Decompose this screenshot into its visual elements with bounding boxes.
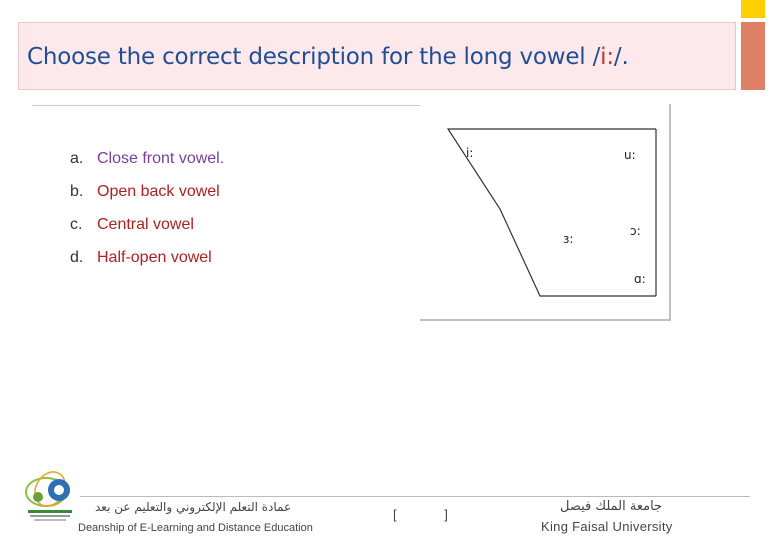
university-arabic: جامعة الملك فيصل bbox=[560, 499, 663, 514]
footer-divider bbox=[80, 496, 750, 497]
vowel-label-o: ɔ: bbox=[630, 224, 641, 238]
title-ipa-symbol: i: bbox=[600, 44, 614, 70]
accent-bar bbox=[741, 22, 765, 90]
deanship-english: Deanship of E-Learning and Distance Education bbox=[78, 522, 313, 534]
vowel-label-i: i: bbox=[466, 146, 474, 160]
vowel-label-u: u: bbox=[624, 148, 636, 162]
deanship-arabic: عمادة التعلم الإلكتروني والتعليم عن بعد bbox=[95, 500, 292, 514]
divider bbox=[32, 105, 420, 106]
slide-title: Choose the correct description for the long vowel /i:/. bbox=[27, 44, 629, 70]
answer-options bbox=[70, 150, 224, 282]
option-c[interactable]: c. Central vowel bbox=[70, 216, 194, 233]
vowel-label-er: ɜ: bbox=[563, 232, 574, 246]
option-a[interactable]: a. Close front vowel. bbox=[70, 150, 225, 167]
title-band bbox=[18, 22, 736, 90]
elearning-logo-icon bbox=[20, 467, 78, 525]
page-number: [ ] bbox=[393, 507, 470, 522]
option-d[interactable]: d. Half-open vowel bbox=[70, 249, 212, 266]
university-english: King Faisal University bbox=[541, 519, 673, 534]
accent-bar-yellow bbox=[741, 0, 765, 18]
option-b[interactable]: b. Open back vowel bbox=[70, 183, 220, 200]
vowel-label-a: ɑ: bbox=[634, 272, 646, 286]
vowel-quadrilateral bbox=[420, 104, 671, 321]
